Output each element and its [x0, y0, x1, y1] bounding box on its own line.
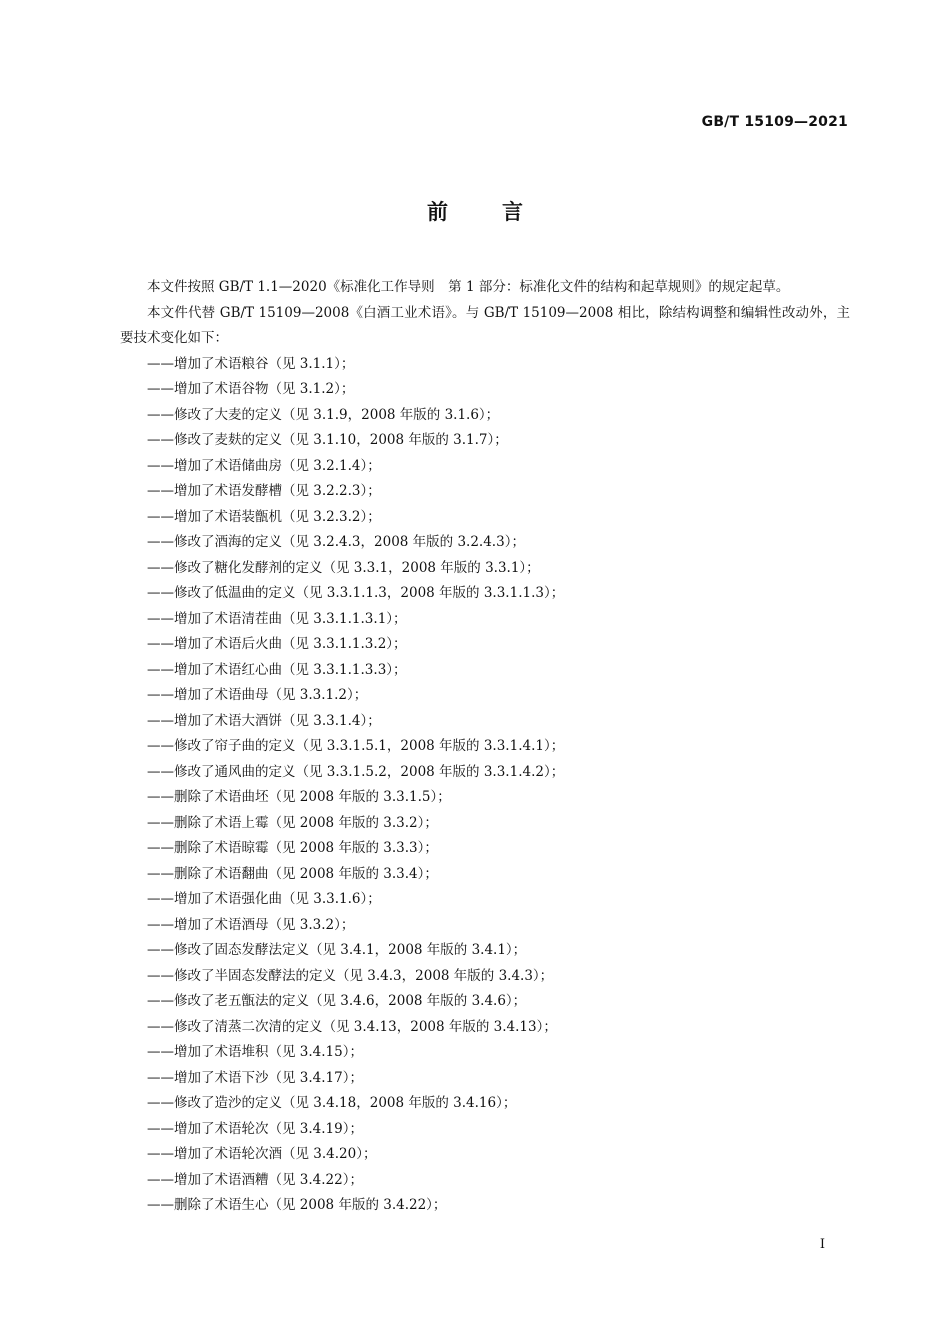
change-item: ——删除了术语晾霉（见 2008 年版的 3.3.3）； — [147, 840, 438, 856]
change-item: ——修改了麦麸的定义（见 3.1.10，2008 年版的 3.1.7）； — [147, 432, 508, 448]
change-item: ——增加了术语酒糟（见 3.4.22）； — [147, 1171, 363, 1188]
paragraph: 本文件按照 GB/T 1.1—2020《标准化工作导则 第 1 部分：标准化文件的结构和起草规则》的规定起草。 — [147, 279, 790, 295]
change-item: ——修改了酒海的定义（见 3.2.4.3，2008 年版的 3.2.4.3）； — [147, 534, 525, 550]
change-list — [120, 352, 850, 1219]
change-item: ——删除了术语生心（见 2008 年版的 3.4.22）； — [147, 1197, 447, 1213]
change-item: ——增加了术语下沙（见 3.4.17）； — [147, 1069, 363, 1086]
change-item: ——增加了术语谷物（见 3.1.2）； — [147, 381, 355, 397]
page-number: I — [819, 1237, 825, 1252]
change-item: ——增加了术语大酒饼（见 3.3.1.4）； — [147, 712, 381, 729]
change-item: ——删除了术语上霉（见 2008 年版的 3.3.2）； — [147, 814, 438, 831]
change-item: ——删除了术语翻曲（见 2008 年版的 3.3.4）； — [147, 865, 438, 882]
change-item: ——修改了固态发酵法定义（见 3.4.1，2008 年版的 3.4.1）； — [147, 942, 527, 958]
change-item: ——增加了术语红心曲（见 3.3.1.1.3.3）； — [147, 661, 407, 678]
change-item: ——修改了半固态发酵法的定义（见 3.4.3，2008 年版的 3.4.3）； — [147, 967, 554, 984]
change-item: ——修改了造沙的定义（见 3.4.18，2008 年版的 3.4.16）； — [147, 1095, 517, 1111]
change-item: ——修改了糖化发酵剂的定义（见 3.3.1，2008 年版的 3.3.1）； — [147, 559, 540, 576]
change-item: ——修改了大麦的定义（见 3.1.9，2008 年版的 3.1.6）； — [147, 406, 500, 423]
change-item: ——增加了术语后火曲（见 3.3.1.1.3.2）； — [147, 636, 407, 652]
change-item: ——增加了术语强化曲（见 3.3.1.6）； — [147, 891, 381, 907]
change-item: ——增加了术语装甑机（见 3.2.3.2）； — [147, 508, 381, 525]
standard-code: GB/T 15109—2021 — [701, 114, 848, 130]
change-item: ——修改了低温曲的定义（见 3.3.1.1.3，2008 年版的 3.3.1.1.3）； — [147, 585, 565, 601]
change-item: ——增加了术语清茬曲（见 3.3.1.1.3.1）； — [147, 610, 407, 627]
change-item: ——增加了术语酒母（见 3.3.2）； — [147, 916, 355, 933]
change-item: ——增加了术语粮谷（见 3.1.1）； — [147, 355, 355, 372]
change-item: ——增加了术语发酵槽（见 3.2.2.3）； — [147, 483, 381, 499]
document-body — [120, 275, 850, 1219]
page-title: 前言 — [427, 200, 577, 224]
change-item: ——增加了术语轮次（见 3.4.19）； — [147, 1120, 363, 1137]
change-item: ——修改了通风曲的定义（见 3.3.1.5.2，2008 年版的 3.3.1.4.2）； — [147, 763, 565, 780]
change-item: ——修改了帘子曲的定义（见 3.3.1.5.1，2008 年版的 3.3.1.4.1）； — [147, 738, 565, 754]
change-item: ——增加了术语曲母（见 3.3.1.2）； — [147, 687, 368, 703]
paragraph: 本文件代替 GB/T 15109—2008《白酒工业术语》。与 GB/T 15109—2008 相比，除结构调整和编辑性改动外，主要技术变化如下： — [120, 304, 850, 346]
change-item: ——增加了术语轮次酒（见 3.4.20）； — [147, 1146, 377, 1162]
change-item: ——修改了老五甑法的定义（见 3.4.6，2008 年版的 3.4.6）； — [147, 993, 527, 1009]
change-item: ——修改了清蒸二次清的定义（见 3.4.13，2008 年版的 3.4.13）； — [147, 1018, 557, 1035]
change-item: ——增加了术语堆积（见 3.4.15）； — [147, 1044, 363, 1060]
change-item: ——删除了术语曲坯（见 2008 年版的 3.3.1.5）； — [147, 789, 451, 805]
change-item: ——增加了术语储曲房（见 3.2.1.4）； — [147, 457, 381, 474]
